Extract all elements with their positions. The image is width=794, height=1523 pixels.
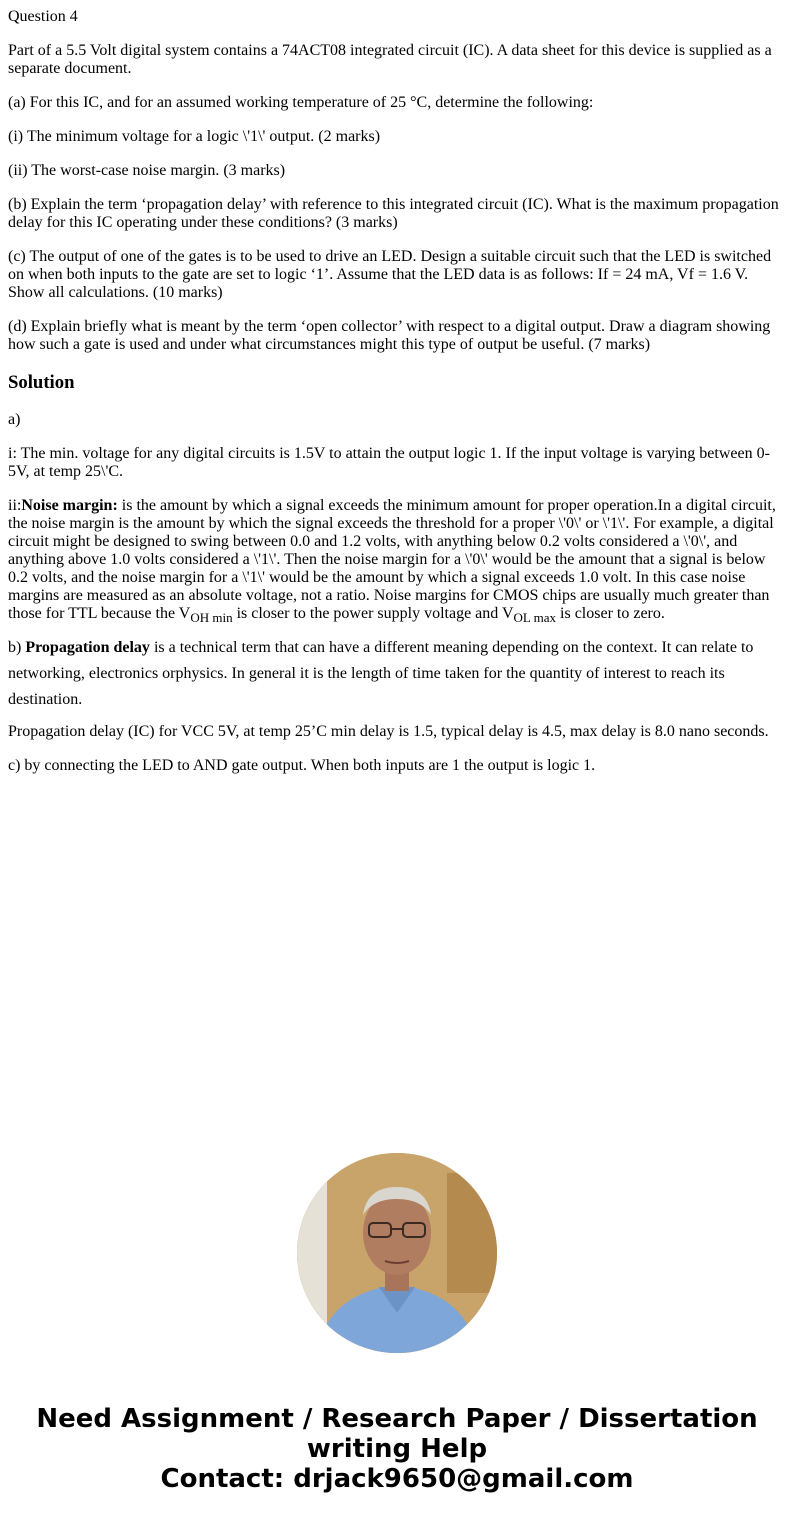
solution-b-values: Propagation delay (IC) for VCC 5V, at temp 25’C min delay is 1.5, typical delay is 4.5, max delay is 8.0 nano seconds.	[8, 723, 769, 740]
solution-c: c) by connecting the LED to AND gate output. When both inputs are 1 the output is logic 1.	[8, 757, 596, 774]
document-body	[8, 0, 780, 791]
vol-max-subscript: OL max	[513, 610, 557, 625]
noise-margin-text-3: is closer to zero.	[556, 605, 665, 622]
solution-a-i: i: The min. voltage for any digital circuits is 1.5V to attain the output logic 1. If the input voltage is varying between 0-5V, at temp 25\'C.	[8, 445, 770, 480]
propagation-delay-text: is a technical term that can have a different meaning depending on the context. It can relate to networking, electronics orphysics. In general it is the length of time taken for the quantity of interest to reach its destination.	[8, 639, 754, 708]
question-part-c: (c) The output of one of the gates is to be used to drive an LED. Design a suitable circuit such that the LED is switched on when both inputs to the gate are set to logic ‘1’. Assume that the LED data is as follows: If = 24 mA, Vf = 1.6 V. Show all calculations. (10 marks)	[8, 248, 772, 301]
author-portrait-illustration	[297, 1153, 497, 1353]
question-part-a-i: (i) The minimum voltage for a logic \'1\' output. (2 marks)	[8, 128, 381, 145]
question-intro: Part of a 5.5 Volt digital system contains a 74ACT08 integrated circuit (IC). A data sheet for this device is supplied as a separate document.	[8, 42, 772, 77]
question-part-d: (d) Explain briefly what is meant by the term ‘open collector’ with respect to a digital output. Draw a diagram showing how such a gate is used and under what circumstances might this type of output be useful. (7 marks)	[8, 318, 771, 353]
noise-margin-text-2: is closer to the power supply voltage and V	[232, 605, 514, 622]
voh-min-subscript: OH min	[190, 610, 233, 625]
question-part-a: (a) For this IC, and for an assumed working temperature of 25 °C, determine the following:	[8, 94, 594, 111]
promo-line-1: Need Assignment / Research Paper / Dissertation	[36, 1404, 758, 1434]
question-title: Question 4	[8, 8, 78, 25]
noise-margin-text-1: is the amount by which a signal exceeds the minimum amount for proper operation.In a digital circuit, the noise margin is the amount by which the signal exceeds the threshold for a proper \'0\' or \'1\'. For example, a digital circuit might be designed to swing between 0.0 and 1.2 volts, with anything below 0.2 volts considered a \'0\', and anything above 1.0 volts considered a \'1\'. Then the noise margin for a \'0\' would be the amount that a signal is below 0.2 volts, and the noise margin for a \'1\' would be the amount by which a signal exceeds 1.0 volt. In this case noise margins are measured as an absolute voltage, not a ratio. Noise margins for CMOS chips are usually much greater than those for TTL because the V	[8, 497, 776, 622]
author-avatar	[297, 1153, 497, 1353]
solution-b	[8, 635, 780, 713]
promo-footer	[0, 1404, 794, 1494]
propagation-delay-term: Propagation delay	[25, 639, 150, 656]
solution-b-prefix: b)	[8, 639, 26, 656]
solution-a-label: a)	[8, 411, 21, 428]
solution-a-ii	[8, 497, 780, 623]
promo-contact: Contact: drjack9650@gmail.com	[160, 1464, 634, 1494]
noise-margin-term: Noise margin:	[21, 497, 118, 514]
promo-line-2: writing Help	[306, 1434, 488, 1464]
question-part-b: (b) Explain the term ‘propagation delay’ with reference to this integrated circuit (IC). What is the maximum propagation delay for this IC operating under these conditions? (3 marks)	[8, 196, 779, 231]
question-part-a-ii: (ii) The worst-case noise margin. (3 marks)	[8, 162, 286, 179]
solution-heading: Solution	[8, 372, 75, 393]
solution-a-ii-prefix: ii:	[8, 497, 22, 514]
